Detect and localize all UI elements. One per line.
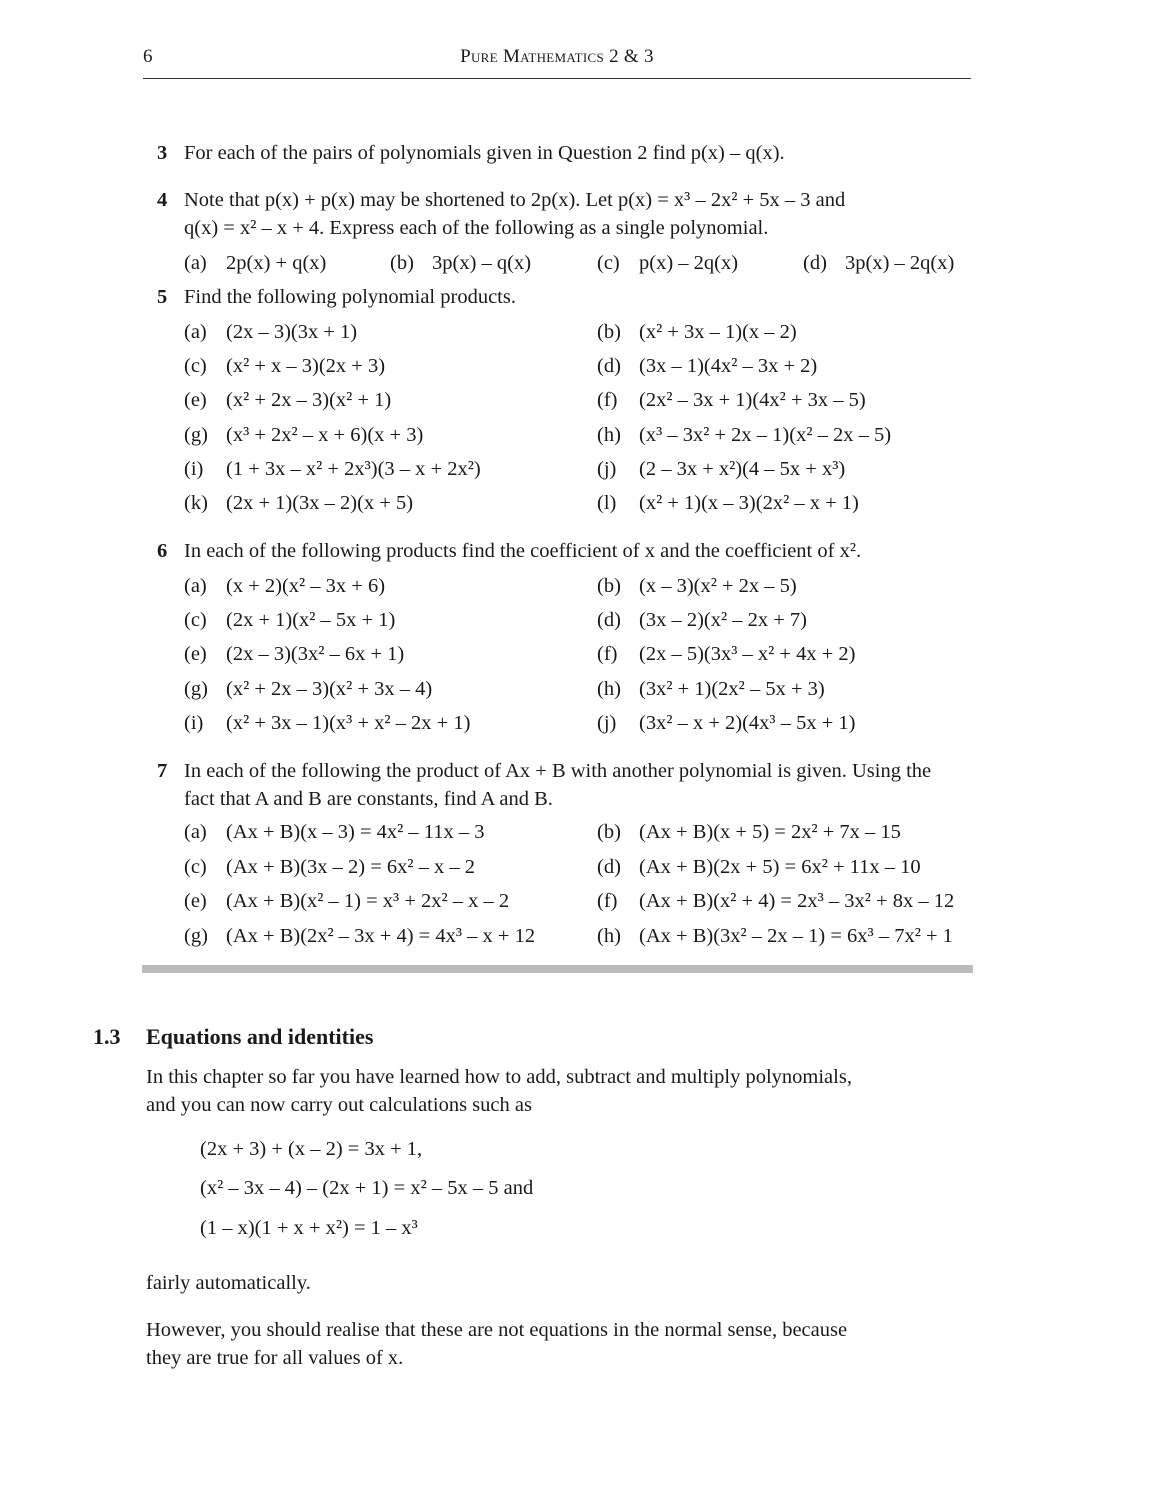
closing-paragraph: However, you should realise that these are not equations in the normal sense, because they are true for all values of x.	[146, 1319, 848, 1369]
intro-paragraph: In this chapter so far you have learned how to add, subtract and multiply polynomials, and you can now carry out calculations such as	[146, 1066, 852, 1116]
q7-part-c: (c) (Ax + B)(3x – 2) = 6x² – x – 2	[184, 856, 476, 878]
expression: p(x) – 2q(x)	[639, 252, 739, 274]
q5-part-d: (d) (3x – 1)(4x² – 3x + 2)	[597, 355, 818, 377]
q4-part-b: (b) 3p(x) – q(x)	[390, 252, 532, 274]
q7-part-d: (d) (Ax + B)(2x + 5) = 6x² + 11x – 10	[597, 856, 921, 878]
q4-part-a: (a) 2p(x) + q(x)	[184, 252, 327, 274]
question-6	[157, 537, 977, 565]
q6-part-h: (h) (3x² + 1)(2x² – 5x + 3)	[597, 678, 825, 700]
q5-part-a: (a) (2x – 3)(3x + 1)	[184, 321, 358, 343]
q5-part-l: (l) (x² + 1)(x – 3)(2x² – x + 1)	[597, 492, 859, 514]
after-equations-text: fairly automatically.	[146, 1272, 311, 1294]
q6-part-f: (f) (2x – 5)(3x³ – x² + 4x + 2)	[597, 643, 856, 665]
q4-part-d: (d) 3p(x) – 2q(x)	[803, 252, 955, 274]
q5-part-h: (h) (x³ – 3x² + 2x – 1)(x² – 2x – 5)	[597, 424, 892, 446]
q5-part-i: (i) (1 + 3x – x² + 2x³)(3 – x + 2x²)	[184, 458, 481, 480]
section-number: 1.3	[93, 1024, 121, 1049]
expression: 3p(x) – 2q(x)	[845, 252, 955, 274]
q7-part-a: (a) (Ax + B)(x – 3) = 4x² – 11x – 3	[184, 821, 485, 843]
question-text-line-2: fact that A and B are constants, find A and B.	[184, 788, 553, 810]
section-title: Equations and identities	[146, 1024, 374, 1049]
running-title: Pure Mathematics 2 & 3	[460, 46, 654, 67]
equation-2: (x² – 3x – 4) – (2x + 1) = x² – 5x – 5 and	[200, 1177, 534, 1199]
q5-part-j: (j) (2 – 3x + x²)(4 – 5x + x³)	[597, 458, 846, 480]
expression: 2p(x) + q(x)	[226, 252, 327, 274]
q6-part-g: (g) (x² + 2x – 3)(x² + 3x – 4)	[184, 678, 433, 700]
q6-part-i: (i) (x² + 3x – 1)(x³ + x² – 2x + 1)	[184, 712, 471, 734]
question-7	[157, 757, 977, 813]
q7-part-g: (g) (Ax + B)(2x² – 3x + 4) = 4x³ – x + 12	[184, 925, 536, 947]
question-text-line-2: q(x) = x² – x + 4. Express each of the following as a single polynomial.	[184, 217, 769, 239]
question-number: 6	[157, 540, 168, 562]
question-3	[157, 139, 977, 167]
question-5	[157, 283, 977, 311]
q6-part-e: (e) (2x – 3)(3x² – 6x + 1)	[184, 643, 405, 665]
equation-1: (2x + 3) + (x – 2) = 3x + 1,	[200, 1138, 423, 1160]
q6-part-j: (j) (3x² – x + 2)(4x³ – 5x + 1)	[597, 712, 856, 734]
question-number: 4	[157, 189, 168, 211]
exercise-end-rule	[142, 965, 973, 973]
q5-part-k: (k) (2x + 1)(3x – 2)(x + 5)	[184, 492, 414, 514]
q6-part-d: (d) (3x – 2)(x² – 2x + 7)	[597, 609, 808, 631]
q6-part-a: (a) (x + 2)(x² – 3x + 6)	[184, 575, 386, 597]
q5-part-c: (c) (x² + x – 3)(2x + 3)	[184, 355, 386, 377]
q7-part-h: (h) (Ax + B)(3x² – 2x – 1) = 6x³ – 7x² + 1	[597, 925, 953, 947]
q7-part-f: (f) (Ax + B)(x² + 4) = 2x³ – 3x² + 8x – 12	[597, 890, 955, 912]
q7-part-b: (b) (Ax + B)(x + 5) = 2x² + 7x – 15	[597, 821, 901, 843]
q5-part-b: (b) (x² + 3x – 1)(x – 2)	[597, 321, 797, 343]
question-text: In each of the following products find the coefficient of x and the coefficient of x².	[184, 540, 862, 562]
equation-3: (1 – x)(1 + x + x²) = 1 – x³	[200, 1217, 418, 1239]
q5-part-g: (g) (x³ + 2x² – x + 6)(x + 3)	[184, 424, 424, 446]
q4-part-c: (c) p(x) – 2q(x)	[597, 252, 739, 274]
q6-part-b: (b) (x – 3)(x² + 2x – 5)	[597, 575, 797, 597]
question-text-line-1: In each of the following the product of Ax + B with another polynomial is given. Using the	[184, 760, 932, 782]
page-header	[143, 44, 971, 79]
question-number: 3	[157, 142, 168, 164]
question-text-line-1: Note that p(x) + p(x) may be shortened to 2p(x). Let p(x) = x³ – 2x² + 5x – 3 and	[184, 189, 846, 211]
q7-part-e: (e) (Ax + B)(x² – 1) = x³ + 2x² – x – 2	[184, 890, 510, 912]
q6-part-c: (c) (2x + 1)(x² – 5x + 1)	[184, 609, 396, 631]
page-number: 6	[143, 46, 153, 67]
question-number: 5	[157, 286, 168, 308]
question-text: For each of the pairs of polynomials given in Question 2 find p(x) – q(x).	[184, 142, 785, 164]
q5-part-f: (f) (2x² – 3x + 1)(4x² + 3x – 5)	[597, 389, 866, 411]
question-number: 7	[157, 760, 168, 782]
q5-part-e: (e) (x² + 2x – 3)(x² + 1)	[184, 389, 392, 411]
expression: 3p(x) – q(x)	[432, 252, 532, 274]
question-4	[157, 186, 977, 242]
question-text: Find the following polynomial products.	[184, 286, 516, 308]
